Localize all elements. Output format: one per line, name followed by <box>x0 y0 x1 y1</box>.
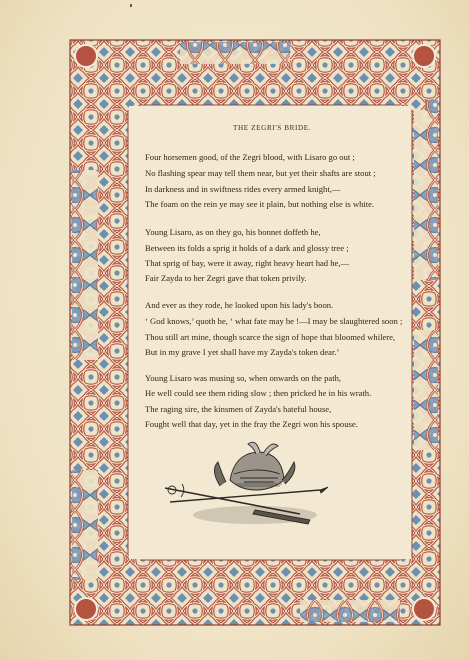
poem-line: Young Lisaro was musing so, when onwards on the path, <box>145 373 342 383</box>
poem-line: Between its folds a sprig it holds of a dark and glossy tree ; <box>145 243 349 253</box>
poem-line: ‘ God knows,’ quoth he, ‘ what fate may be !—I may be slaughtered soon ; <box>145 316 403 326</box>
poem-line: In darkness and in swiftness rides every armed knight,— <box>145 184 341 194</box>
helmet-and-weapons-vignette-icon <box>160 440 330 535</box>
poem-line: The foam on the rein ye may see it plain, but nothing else is white. <box>145 199 375 209</box>
poem-line: The raging sire, the kinsmen of Zayda's hateful house, <box>145 404 332 414</box>
poem-line: No flashing spear may tell them near, but yet their shafts are stout ; <box>145 168 376 178</box>
poem-line: He well could see them riding slow ; then pricked he in his wrath. <box>145 388 372 398</box>
poem-line: But in my grave I yet shall have my Zayda's token dear.’ <box>145 347 340 357</box>
poem-line: Fair Zayda to her Zegri gave that token privily. <box>145 273 307 283</box>
poem-line: And ever as they rode, he looked upon his lady's boon. <box>145 300 334 310</box>
page-title: THE ZEGRI'S BRIDE. <box>233 124 312 132</box>
poem-line: Four horsemen good, of the Zegri blood, with Lisaro go out ; <box>145 152 355 162</box>
poem-line: Thou still art mine, though scarce the sign of hope that bloomed whilere, <box>145 332 396 342</box>
poem-line: Young Lisaro, as on they go, his bonnet doffeth he, <box>145 227 321 237</box>
poem-line: Fought well that day, yet in the fray the Zegri won his spouse. <box>145 419 358 429</box>
poem-line: That sprig of bay, were it away, right heavy heart had he,— <box>145 258 350 268</box>
